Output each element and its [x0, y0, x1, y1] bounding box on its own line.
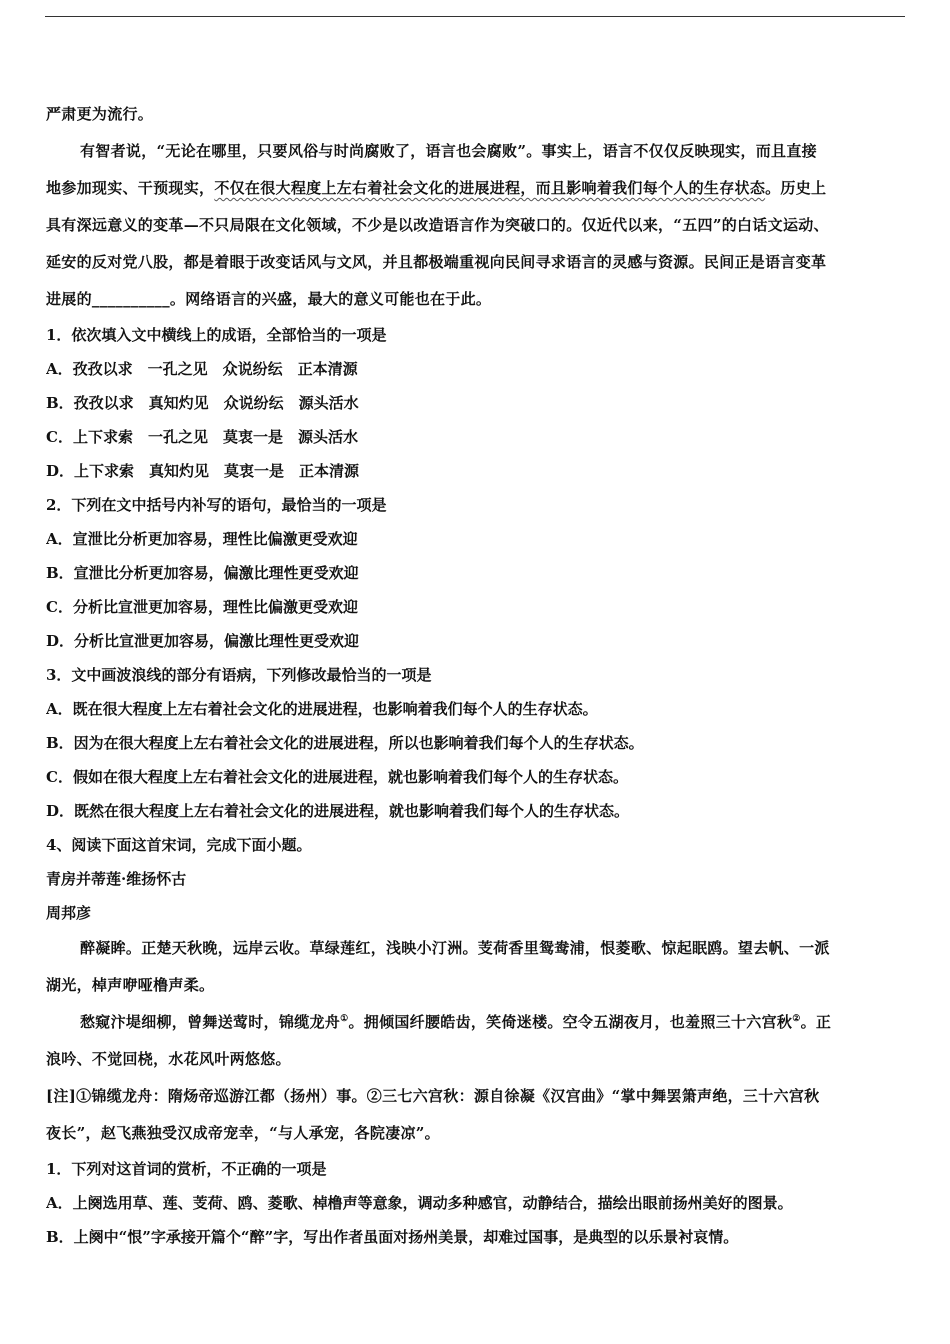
poem-line: 湖光，棹声咿哑橹声柔。 [46, 976, 215, 994]
poem-author: 周邦彦 [46, 904, 92, 922]
passage-line: 严肃更为流行。 [46, 105, 154, 123]
option-a: A．既在很大程度上左右着社会文化的进展进程，也影响着我们每个人的生存状态。 [46, 700, 598, 718]
option-d: D．既然在很大程度上左右着社会文化的进展进程，就也影响着我们每个人的生存状态。 [46, 802, 630, 820]
option-d: D．分析比宣泄更加容易，偏激比理性更受欢迎 [46, 632, 360, 650]
poem-title: 青房并蒂莲·维扬怀古 [46, 870, 187, 888]
passage-line: 进展的__________。网络语言的兴盛，最大的意义可能也在于此。 [46, 290, 492, 308]
option-c: C．上下求索 一孔之见 莫衷一是 源头活水 [46, 428, 358, 446]
option-c: C．假如在很大程度上左右着社会文化的进展进程，就也影响着我们每个人的生存状态。 [46, 768, 628, 786]
option-b: B．上阕中“恨”字承接开篇个“醉”字，写出作者虽面对扬州美景，却难过国事，是典型的以乐景衬哀情。 [46, 1228, 739, 1246]
passage-line: 有智者说，“无论在哪里，只要风俗与时尚腐败了，语言也会腐败”。事实上，语言不仅仅反映现实，而且直接 [80, 142, 817, 160]
option-b: B．因为在很大程度上左右着社会文化的进展进程，所以也影响着我们每个人的生存状态。 [46, 734, 644, 752]
poem-note: [注]①锦缆龙舟：隋炀帝巡游江都（扬州）事。②三七六宫秋：源自徐凝《汉宫曲》“掌中舞罢箫声绝，三十六宫秋 [46, 1087, 820, 1105]
question-stem: 1．下列对这首词的赏析，不正确的一项是 [46, 1160, 327, 1178]
option-a: A．上阕选用草、莲、芰荷、鸥、菱歌、棹橹声等意象，调动多种感官，动静结合，描绘出眼前扬州美好的图景。 [46, 1194, 793, 1212]
option-a: A．宣泄比分析更加容易，理性比偏激更受欢迎 [46, 530, 358, 548]
option-a: A．孜孜以求 一孔之见 众说纷纭 正本清源 [46, 360, 358, 378]
document-body [46, 96, 906, 1254]
option-d: D．上下求索 真知灼见 莫衷一是 正本清源 [46, 462, 360, 480]
passage-line: 地参加现实、干预现实，不仅在很大程度上左右着社会文化的进展进程，而且影响着我们每个人的生存状态。历史上 [46, 179, 827, 197]
option-c: C．分析比宣泄更加容易，理性比偏激更受欢迎 [46, 598, 358, 616]
wavy-underlined-text: 不仅在很大程度上左右着社会文化的进展进程，而且影响着我们每个人的生存状态 [214, 179, 766, 197]
option-b: B．宣泄比分析更加容易，偏激比理性更受欢迎 [46, 564, 359, 582]
poem-note: 夜长”，赵飞燕独受汉成帝宠幸，“与人承宠，各院凄凉”。 [46, 1124, 440, 1142]
footnote-marker: ① [340, 1014, 349, 1024]
question-stem: 3．文中画波浪线的部分有语病，下列修改最恰当的一项是 [46, 666, 432, 684]
question-stem: 2．下列在文中括号内补写的语句，最恰当的一项是 [46, 496, 387, 514]
option-b: B．孜孜以求 真知灼见 众说纷纭 源头活水 [46, 394, 359, 412]
section-heading: 4、阅读下面这首宋词，完成下面小题。 [46, 836, 312, 854]
question-stem: 1．依次填入文中横线上的成语，全部恰当的一项是 [46, 326, 387, 344]
poem-line: 愁窥汴堤细柳，曾舞送莺时，锦缆龙舟①。拥倾国纤腰皓齿，笑倚迷楼。空令五湖夜月，也羞照三十六宫秋②。正 [80, 1013, 832, 1031]
passage-line: 具有深远意义的变革—不只局限在文化领域，不少是以改造语言作为突破口的。仅近代以来，“五四”的白话文运动、 [46, 216, 829, 234]
poem-line: 醉凝眸。正楚天秋晚，远岸云收。草绿莲红，浅映小汀洲。芰荷香里鸳鸯浦，恨菱歌、惊起眠鸥。望去帆、一派 [80, 939, 830, 957]
footnote-marker: ② [792, 1014, 801, 1024]
passage-line: 延安的反对党八股，都是着眼于改变话风与文风，并且都极端重视向民间寻求语言的灵感与资源。民间正是语言变革 [46, 253, 827, 271]
header-rule [45, 16, 905, 17]
poem-line: 浪吟、不觉回桡，水花风叶两悠悠。 [46, 1050, 291, 1068]
